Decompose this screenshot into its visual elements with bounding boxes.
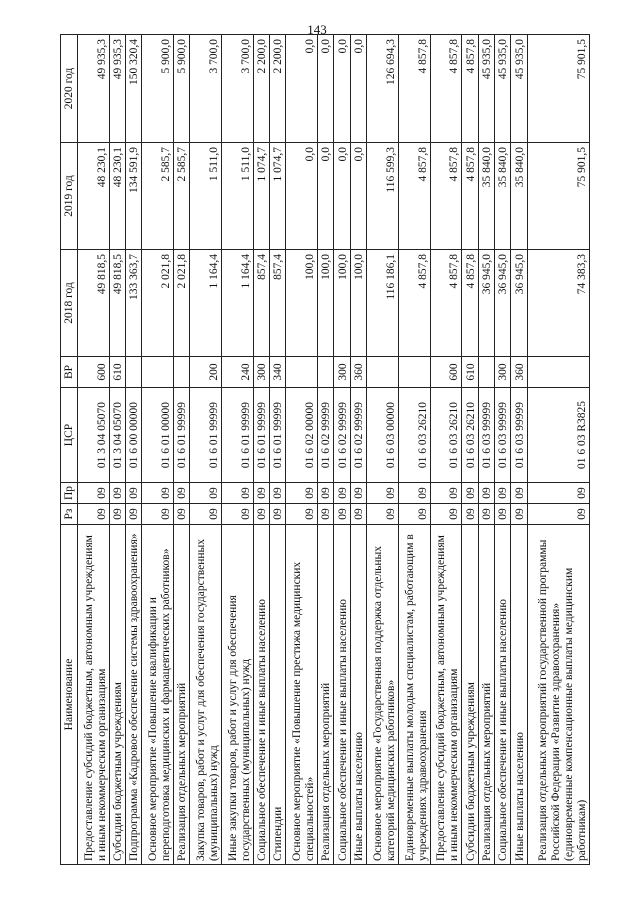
row-pr: 09 — [494, 483, 510, 504]
table-row — [527, 35, 589, 865]
table-row — [350, 35, 366, 865]
row-pr: 09 — [350, 483, 366, 504]
row-rz: 09 — [527, 504, 589, 525]
row-vr: 200 — [190, 357, 222, 388]
table-row — [142, 35, 174, 865]
row-value-2018: 4 857,8 — [462, 250, 478, 357]
row-value-2019: 1 074,7 — [253, 143, 269, 250]
row-rz: 09 — [462, 504, 478, 525]
row-vr — [527, 357, 589, 388]
row-pr: 09 — [190, 483, 222, 504]
row-pr: 09 — [286, 483, 318, 504]
row-value-2020: 45 935,0 — [478, 35, 494, 143]
row-csr: 01 6 03 99999 — [511, 388, 527, 483]
row-value-2020: 2 200,0 — [270, 35, 286, 143]
row-csr: 01 6 03 R3825 — [527, 388, 589, 483]
row-name: Подпрограмма «Кадровое обеспечение системы здравоохранения» — [126, 525, 142, 865]
row-pr: 09 — [478, 483, 494, 504]
row-vr — [174, 357, 190, 388]
row-csr: 01 6 00 00000 — [126, 388, 142, 483]
row-value-2018: 100,0 — [318, 250, 334, 357]
table-row — [478, 35, 494, 865]
table-row — [270, 35, 286, 865]
row-value-2019: 48 230,1 — [109, 143, 125, 250]
col-header-name: Наименование — [61, 525, 78, 865]
row-vr — [367, 357, 399, 388]
row-name: Иные выплаты населению — [511, 525, 527, 865]
row-vr: 360 — [511, 357, 527, 388]
row-vr: 610 — [462, 357, 478, 388]
row-value-2020: 4 857,8 — [430, 35, 462, 143]
row-name: Основное мероприятие «Повышение престижа медицинских специальностей» — [286, 525, 318, 865]
row-value-2020: 5 900,0 — [174, 35, 190, 143]
row-value-2019: 2 585,7 — [174, 143, 190, 250]
row-csr: 01 6 01 99999 — [174, 388, 190, 483]
table-row — [190, 35, 222, 865]
row-rz: 09 — [478, 504, 494, 525]
row-rz: 09 — [334, 504, 350, 525]
row-vr: 600 — [430, 357, 462, 388]
row-vr: 300 — [334, 357, 350, 388]
row-vr: 240 — [222, 357, 254, 388]
row-pr: 09 — [174, 483, 190, 504]
col-header-pr: Пр — [61, 483, 78, 504]
row-value-2018: 49 818,5 — [78, 250, 110, 357]
row-rz: 09 — [126, 504, 142, 525]
table-row — [253, 35, 269, 865]
row-rz: 09 — [222, 504, 254, 525]
row-value-2019: 48 230,1 — [78, 143, 110, 250]
row-rz: 09 — [286, 504, 318, 525]
row-pr: 09 — [367, 483, 399, 504]
col-header-vr: ВР — [61, 357, 78, 388]
row-value-2019: 4 857,8 — [462, 143, 478, 250]
table-header-row — [61, 35, 78, 865]
row-value-2018: 2 021,8 — [174, 250, 190, 357]
row-rz: 09 — [318, 504, 334, 525]
row-value-2018: 100,0 — [350, 250, 366, 357]
row-vr: 600 — [78, 357, 110, 388]
page-number: 143 — [307, 22, 327, 37]
row-value-2019: 2 585,7 — [142, 143, 174, 250]
row-value-2020: 45 935,0 — [511, 35, 527, 143]
table-row — [462, 35, 478, 865]
row-csr: 01 6 03 26210 — [398, 388, 430, 483]
row-csr: 01 6 03 99999 — [478, 388, 494, 483]
row-csr: 01 6 02 99999 — [318, 388, 334, 483]
row-value-2018: 1 164,4 — [222, 250, 254, 357]
table-row — [511, 35, 527, 865]
row-csr: 01 6 02 00000 — [286, 388, 318, 483]
row-value-2020: 3 700,0 — [222, 35, 254, 143]
row-name: Иные выплаты населению — [350, 525, 366, 865]
row-csr: 01 3 04 05070 — [78, 388, 110, 483]
row-csr: 01 6 01 99999 — [270, 388, 286, 483]
row-value-2018: 1 164,4 — [190, 250, 222, 357]
row-pr: 09 — [126, 483, 142, 504]
row-vr — [286, 357, 318, 388]
row-value-2018: 49 818,5 — [109, 250, 125, 357]
row-value-2018: 100,0 — [334, 250, 350, 357]
row-value-2020: 45 935,0 — [494, 35, 510, 143]
row-csr: 01 6 02 99999 — [350, 388, 366, 483]
budget-table — [60, 34, 590, 865]
row-name: Реализация отдельных мероприятий — [174, 525, 190, 865]
row-rz: 09 — [367, 504, 399, 525]
row-name: Основное мероприятие «Повышение квалификации и переподготовка медицинских и фармацевтических работников» — [142, 525, 174, 865]
row-vr — [398, 357, 430, 388]
table-row — [367, 35, 399, 865]
row-name: Предоставление субсидий бюджетным, автономным учреждениям и иным некоммерческим организациям — [78, 525, 110, 865]
row-value-2019: 134 591,9 — [126, 143, 142, 250]
row-rz: 09 — [494, 504, 510, 525]
row-name: Реализация отдельных мероприятий — [318, 525, 334, 865]
table-row — [430, 35, 462, 865]
row-value-2018: 36 945,0 — [511, 250, 527, 357]
row-csr: 01 6 03 26210 — [430, 388, 462, 483]
row-rz: 09 — [253, 504, 269, 525]
row-value-2019: 1 511,0 — [190, 143, 222, 250]
row-value-2018: 36 945,0 — [478, 250, 494, 357]
row-csr: 01 6 03 00000 — [367, 388, 399, 483]
row-vr: 340 — [270, 357, 286, 388]
table-row — [318, 35, 334, 865]
row-value-2019: 35 840,0 — [494, 143, 510, 250]
row-rz: 09 — [174, 504, 190, 525]
table-row — [286, 35, 318, 865]
table-row — [494, 35, 510, 865]
row-value-2020: 5 900,0 — [142, 35, 174, 143]
row-value-2020: 49 935,3 — [78, 35, 110, 143]
row-vr: 300 — [494, 357, 510, 388]
row-pr: 09 — [318, 483, 334, 504]
row-pr: 09 — [270, 483, 286, 504]
table-row — [126, 35, 142, 865]
row-value-2018: 74 383,3 — [527, 250, 589, 357]
row-csr: 01 6 03 99999 — [494, 388, 510, 483]
table-row — [109, 35, 125, 865]
row-value-2020: 150 320,4 — [126, 35, 142, 143]
row-value-2019: 0,0 — [286, 143, 318, 250]
row-value-2019: 4 857,8 — [398, 143, 430, 250]
row-rz: 09 — [398, 504, 430, 525]
row-value-2019: 1 511,0 — [222, 143, 254, 250]
col-header-2019: 2019 год — [61, 143, 78, 250]
col-header-2018: 2018 год — [61, 250, 78, 357]
row-name: Реализация отдельных мероприятий государственной программы Российской Федерации «Развитие здравоохранения» (единовременные компенсационные выплаты медицинским работникам) — [527, 525, 589, 865]
row-value-2018: 2 021,8 — [142, 250, 174, 357]
row-value-2018: 4 857,8 — [398, 250, 430, 357]
row-pr: 09 — [109, 483, 125, 504]
row-name: Основное мероприятие «Государственная поддержка отдельных категорий медицинских работников» — [367, 525, 399, 865]
row-name: Стипендии — [270, 525, 286, 865]
row-csr: 01 6 01 99999 — [190, 388, 222, 483]
row-value-2019: 75 901,5 — [527, 143, 589, 250]
row-name: Субсидии бюджетным учреждениям — [462, 525, 478, 865]
row-rz: 09 — [270, 504, 286, 525]
row-value-2020: 0,0 — [318, 35, 334, 143]
row-value-2020: 3 700,0 — [190, 35, 222, 143]
table-row — [334, 35, 350, 865]
row-value-2018: 133 363,7 — [126, 250, 142, 357]
col-header-rz: Рз — [61, 504, 78, 525]
row-pr: 09 — [527, 483, 589, 504]
row-value-2018: 36 945,0 — [494, 250, 510, 357]
row-name: Социальное обеспечение и иные выплаты населению — [253, 525, 269, 865]
row-csr: 01 3 04 05070 — [109, 388, 125, 483]
row-vr — [318, 357, 334, 388]
row-pr: 09 — [334, 483, 350, 504]
row-value-2019: 35 840,0 — [511, 143, 527, 250]
row-value-2019: 4 857,8 — [430, 143, 462, 250]
row-csr: 01 6 01 00000 — [142, 388, 174, 483]
row-pr: 09 — [430, 483, 462, 504]
rotated-table-container — [60, 35, 590, 865]
row-vr: 300 — [253, 357, 269, 388]
row-rz: 09 — [511, 504, 527, 525]
row-pr: 09 — [142, 483, 174, 504]
row-pr: 09 — [222, 483, 254, 504]
row-rz: 09 — [190, 504, 222, 525]
row-value-2020: 0,0 — [350, 35, 366, 143]
row-value-2020: 126 694,3 — [367, 35, 399, 143]
row-vr: 610 — [109, 357, 125, 388]
row-value-2019: 35 840,0 — [478, 143, 494, 250]
row-value-2018: 4 857,8 — [430, 250, 462, 357]
col-header-csr: ЦСР — [61, 388, 78, 483]
row-rz: 09 — [109, 504, 125, 525]
row-value-2019: 116 599,3 — [367, 143, 399, 250]
row-value-2020: 4 857,8 — [398, 35, 430, 143]
row-value-2020: 0,0 — [286, 35, 318, 143]
row-value-2018: 857,4 — [270, 250, 286, 357]
table-row — [174, 35, 190, 865]
row-value-2020: 2 200,0 — [253, 35, 269, 143]
row-rz: 09 — [78, 504, 110, 525]
row-csr: 01 6 01 99999 — [253, 388, 269, 483]
row-name: Социальное обеспечение и иные выплаты населению — [334, 525, 350, 865]
row-value-2019: 1 074,7 — [270, 143, 286, 250]
table-row — [222, 35, 254, 865]
row-csr: 01 6 01 99999 — [222, 388, 254, 483]
row-value-2019: 0,0 — [334, 143, 350, 250]
row-rz: 09 — [350, 504, 366, 525]
table-row — [78, 35, 110, 865]
row-value-2020: 4 857,8 — [462, 35, 478, 143]
row-name: Закупка товаров, работ и услуг для обеспечения государственных (муниципальных) нужд — [190, 525, 222, 865]
row-csr: 01 6 03 26210 — [462, 388, 478, 483]
row-pr: 09 — [253, 483, 269, 504]
row-value-2018: 116 186,1 — [367, 250, 399, 357]
row-vr — [126, 357, 142, 388]
row-vr — [478, 357, 494, 388]
row-value-2018: 857,4 — [253, 250, 269, 357]
row-csr: 01 6 02 99999 — [334, 388, 350, 483]
row-value-2018: 100,0 — [286, 250, 318, 357]
row-pr: 09 — [398, 483, 430, 504]
row-pr: 09 — [462, 483, 478, 504]
row-name: Единовременные выплаты молодым специалистам, работающим в учреждениях здравоохранения — [398, 525, 430, 865]
row-name: Субсидии бюджетным учреждениям — [109, 525, 125, 865]
row-pr: 09 — [78, 483, 110, 504]
row-value-2019: 0,0 — [350, 143, 366, 250]
row-value-2020: 75 901,5 — [527, 35, 589, 143]
row-value-2019: 0,0 — [318, 143, 334, 250]
row-pr: 09 — [511, 483, 527, 504]
row-value-2020: 0,0 — [334, 35, 350, 143]
row-rz: 09 — [430, 504, 462, 525]
row-rz: 09 — [142, 504, 174, 525]
row-name: Социальное обеспечение и иные выплаты населению — [494, 525, 510, 865]
row-name: Реализация отдельных мероприятий — [478, 525, 494, 865]
row-vr: 360 — [350, 357, 366, 388]
table-row — [398, 35, 430, 865]
row-value-2020: 49 935,3 — [109, 35, 125, 143]
row-vr — [142, 357, 174, 388]
row-name: Иные закупки товаров, работ и услуг для обеспечения государственных (муниципальных) нужд — [222, 525, 254, 865]
col-header-2020: 2020 год — [61, 35, 78, 143]
row-name: Предоставление субсидий бюджетным, автономным учреждениям и иным некоммерческим организациям — [430, 525, 462, 865]
